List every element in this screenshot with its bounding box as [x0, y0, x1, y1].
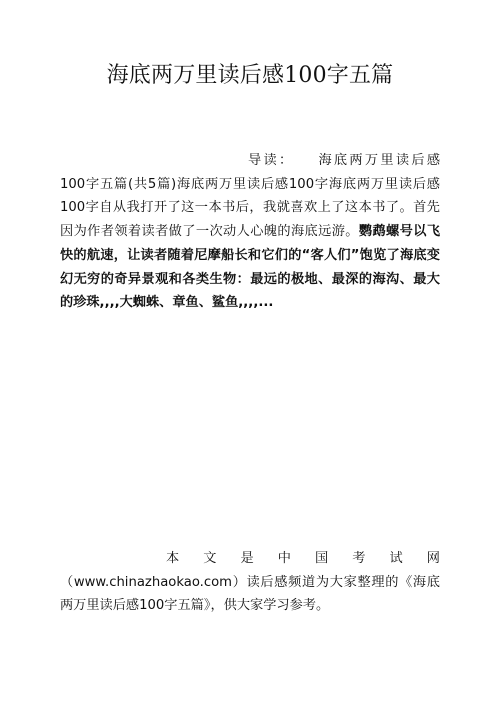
intro-paragraph: [60, 149, 440, 315]
document-title: 海底两万里读后感100字五篇: [106, 63, 394, 88]
intro-text-part2: 鹦鹉螺号以飞快的航速，让读者随着尼摩船长和它们的“客人们”饱览了海底变幻无穷的奇异景观和各类生物：最远的极地、最深的海沟、最大的珍珠,,,,大蜘蛛、章鱼、鲨鱼,,,,...: [60, 224, 441, 311]
intro-text-part1: 海底两万里读后感100字五篇(共5篇)海底两万里读后感100字海底两万里读后感100字自从我打开了这一本书后，我就喜欢上了这本书了。首先因为作者领着读者做了一次动人心魄的海底远游。: [60, 153, 441, 240]
source-note-paragraph: 本文是中国考试网（www.chinazhaokao.com）读后感频道为大家整理的《海底两万里读后感100字五篇》，供大家学习参考。: [60, 551, 440, 614]
intro-label: 导读：: [248, 153, 295, 168]
